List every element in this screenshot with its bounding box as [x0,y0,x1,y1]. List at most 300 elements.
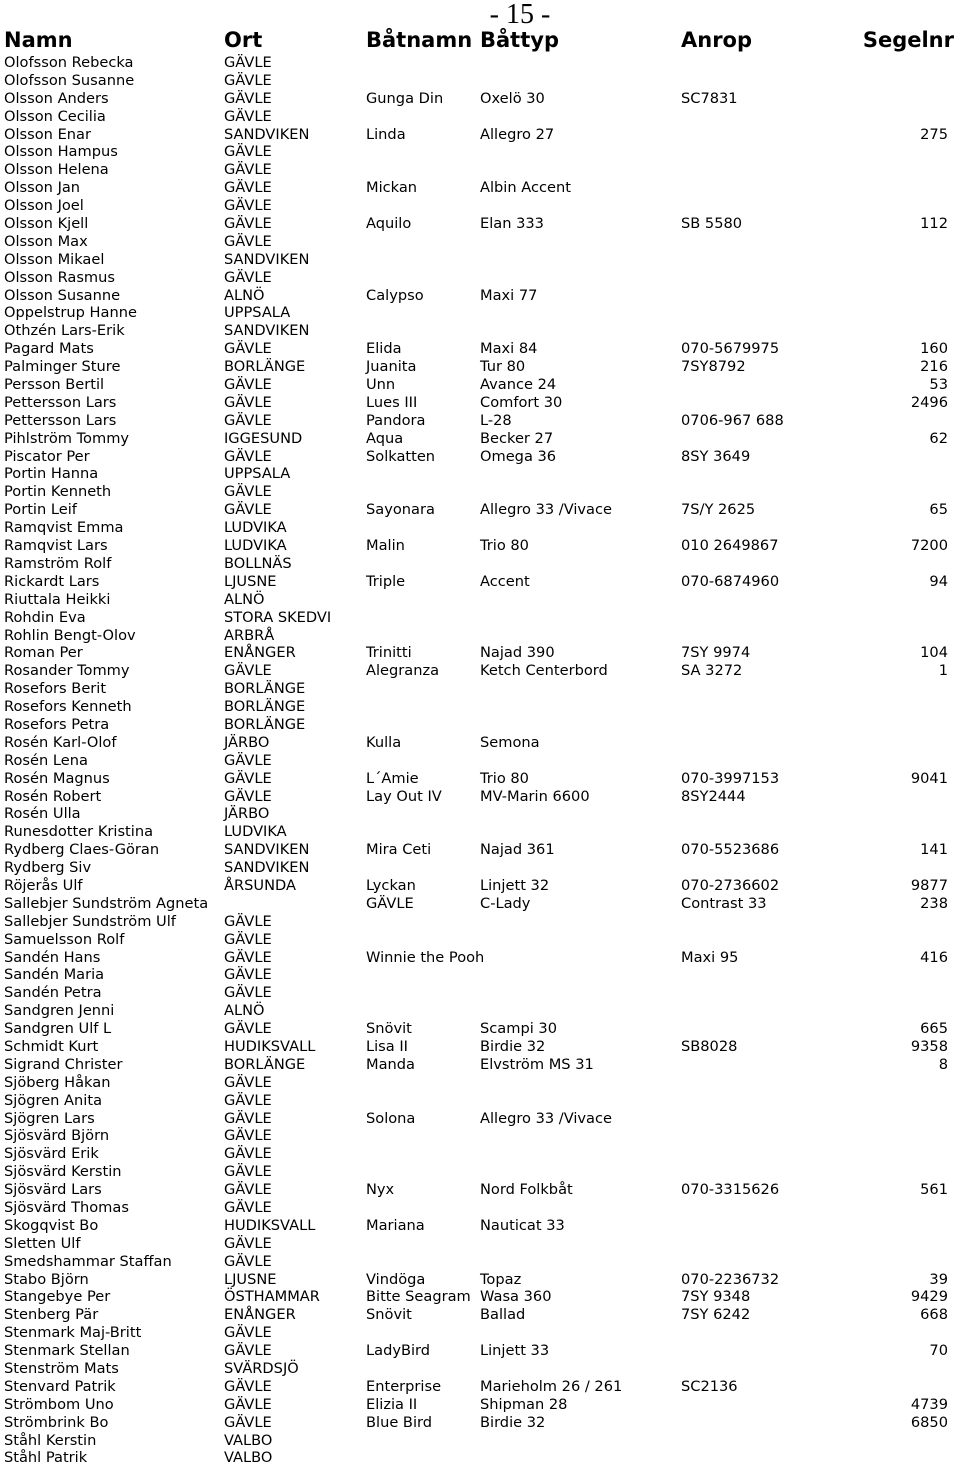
boat-type-cell: Tur 80 [480,358,526,376]
name-cell: Rydberg Siv [4,859,92,877]
table-row [0,662,960,680]
sail-number-cell: 160 [920,340,948,358]
name-cell: Sandgren Jenni [4,1002,115,1020]
town-cell: GÄVLE [224,197,272,215]
table-row [0,287,960,305]
town-cell: GÄVLE [224,1127,272,1145]
sail-number-cell: 104 [920,644,948,662]
boat-type-cell: MV-Marin 6600 [480,787,590,805]
table-row [0,984,960,1002]
table-row [0,215,960,233]
boat-name-cell: Winnie the Pooh [366,948,485,966]
boat-type-cell: Wasa 360 [480,1288,552,1306]
boat-name-cell: Bitte Seagram [366,1288,471,1306]
boat-type-cell: Comfort 30 [480,393,563,411]
name-cell: Sjösvärd Kerstin [4,1163,122,1181]
town-cell: UPPSALA [224,465,291,483]
name-cell: Olsson Rasmus [4,268,115,286]
call-sign-cell: 8SY2444 [681,787,746,805]
table-row [0,394,960,412]
header-ort: Ort [224,28,263,52]
boat-type-cell: Allegro 33 /Vivace [480,501,613,519]
table-row [0,823,960,841]
table-row [0,448,960,466]
town-cell: GÄVLE [224,1163,272,1181]
town-cell: GÄVLE [224,930,272,948]
name-cell: Rosén Ulla [4,805,81,823]
header-battyp: Båttyp [480,28,559,52]
town-cell: SANDVIKEN [224,841,310,859]
name-cell: Sjösvärd Erik [4,1145,99,1163]
town-cell: GÄVLE [224,1377,272,1395]
table-row [0,72,960,90]
call-sign-cell: 7SY 9974 [681,644,751,662]
town-cell: BORLÄNGE [224,1055,306,1073]
table-row [0,716,960,734]
member-list [0,54,960,1467]
boat-type-cell: Nord Folkbåt [480,1181,573,1199]
table-row [0,1163,960,1181]
table-row [0,1306,960,1324]
town-cell: SANDVIKEN [224,859,310,877]
call-sign-cell: 070-3315626 [681,1181,780,1199]
town-cell: GÄVLE [224,71,272,89]
table-row [0,698,960,716]
table-row [0,913,960,931]
town-cell: ENÅNGER [224,644,296,662]
table-row [0,770,960,788]
town-cell: GÄVLE [224,483,272,501]
boat-type-cell: Najad 361 [480,841,555,859]
table-header [0,27,960,53]
boat-type-cell: Avance 24 [480,376,557,394]
table-row [0,627,960,645]
name-cell: Olsson Mikael [4,250,105,268]
boat-type-cell: Omega 36 [480,447,557,465]
name-cell: Schmidt Kurt [4,1037,99,1055]
name-cell: Portin Hanna [4,465,99,483]
table-row [0,949,960,967]
boat-name-cell: Nyx [366,1181,395,1199]
boat-name-cell: Juanita [366,358,417,376]
boat-type-cell: Becker 27 [480,429,554,447]
name-cell: Skogqvist Bo [4,1216,99,1234]
town-cell: HUDIKSVALL [224,1037,316,1055]
name-cell: Rosefors Berit [4,680,107,698]
page-number: - 15 - [489,0,551,30]
header-anrop: Anrop [681,28,753,52]
table-row [0,1145,960,1163]
name-cell: Ramström Rolf [4,554,112,572]
town-cell: LJUSNE [224,1270,277,1288]
town-cell: GÄVLE [224,1413,272,1431]
table-row [0,340,960,358]
town-cell: GÄVLE [224,215,272,233]
name-cell: Sandén Hans [4,948,101,966]
boat-type-cell: Birdie 32 [480,1037,546,1055]
table-row [0,179,960,197]
table-row [0,1038,960,1056]
town-cell: GÄVLE [224,1324,272,1342]
name-cell: Röjerås Ulf [4,876,83,894]
name-cell: Rosén Karl-Olof [4,733,117,751]
sail-number-cell: 94 [929,572,948,590]
name-cell: Stangebye Per [4,1288,111,1306]
name-cell: Olsson Enar [4,125,91,143]
name-cell: Strömbom Uno [4,1395,114,1413]
boat-name-cell: Trinitti [366,644,412,662]
boat-type-cell: Marieholm 26 / 261 [480,1377,623,1395]
town-cell: JÄRBO [224,805,270,823]
table-row [0,161,960,179]
boat-name-cell: Aquilo [366,215,412,233]
table-row [0,1074,960,1092]
town-cell: HUDIKSVALL [224,1216,316,1234]
boat-name-cell: Snövit [366,1306,412,1324]
name-cell: Stenberg Pär [4,1306,99,1324]
boat-name-cell: Linda [366,125,406,143]
town-cell: SANDVIKEN [224,125,310,143]
town-cell: ALNÖ [224,590,265,608]
town-cell: GÄVLE [224,143,272,161]
table-row [0,501,960,519]
name-cell: Sallebjer Sundström Agneta [4,894,209,912]
table-row [0,1235,960,1253]
name-cell: Palminger Sture [4,358,121,376]
table-row [0,322,960,340]
boat-name-cell: Enterprise [366,1377,442,1395]
town-cell: GÄVLE [224,1073,272,1091]
boat-type-cell: Semona [480,733,540,751]
boat-name-cell: Sayonara [366,501,435,519]
sail-number-cell: 65 [929,501,948,519]
table-row [0,376,960,394]
boat-name-cell: LadyBird [366,1342,431,1360]
name-cell: Stenström Mats [4,1360,119,1378]
table-row [0,233,960,251]
call-sign-cell: 010 2649867 [681,537,779,555]
table-row [0,573,960,591]
table-row [0,1056,960,1074]
name-cell: Stabo Björn [4,1270,89,1288]
table-row [0,430,960,448]
call-sign-cell: 7SY8792 [681,358,746,376]
town-cell: GÄVLE [224,232,272,250]
town-cell: GÄVLE [224,268,272,286]
name-cell: Olsson Helena [4,161,109,179]
boat-name-cell: Snövit [366,1020,412,1038]
table-row [0,1199,960,1217]
sail-number-cell: 9429 [910,1288,948,1306]
table-row [0,269,960,287]
table-row [0,54,960,72]
table-row [0,895,960,913]
table-row [0,1271,960,1289]
name-cell: Othzén Lars-Erik [4,322,125,340]
boat-name-cell: Alegranza [366,662,440,680]
table-row [0,859,960,877]
name-cell: Stenmark Maj-Britt [4,1324,142,1342]
boat-type-cell: C-Lady [480,894,531,912]
town-cell: VALBO [224,1449,273,1467]
boat-type-cell: Linjett 32 [480,876,550,894]
town-cell: GÄVLE [224,984,272,1002]
town-cell: LUDVIKA [224,537,287,555]
sail-number-cell: 216 [920,358,948,376]
table-row [0,1253,960,1271]
table-row [0,1432,960,1450]
name-cell: Rosén Lena [4,751,88,769]
name-cell: Roman Per [4,644,83,662]
boat-name-cell: Mira Ceti [366,841,432,859]
boat-type-cell: Shipman 28 [480,1395,568,1413]
town-cell: GÄVLE [224,1199,272,1216]
table-row [0,143,960,161]
town-cell: LUDVIKA [224,519,287,537]
name-cell: Olsson Max [4,232,88,250]
town-cell: GÄVLE [224,1020,272,1038]
sail-number-cell: 141 [920,841,948,859]
name-cell: Olsson Joel [4,197,84,215]
name-cell: Sjösvärd Björn [4,1127,110,1145]
table-row [0,805,960,823]
boat-name-cell: Kulla [366,733,402,751]
name-cell: Portin Kenneth [4,483,112,501]
name-cell: Rickardt Lars [4,572,100,590]
town-cell: BORLÄNGE [224,680,306,698]
table-row [0,644,960,662]
name-cell: Rohlin Bengt-Olov [4,626,136,644]
call-sign-cell: SA 3272 [681,662,743,680]
boat-type-cell: Ketch Centerbord [480,662,608,680]
boat-type-cell: L-28 [480,411,512,429]
table-row [0,1360,960,1378]
town-cell: UPPSALA [224,304,291,322]
table-row [0,483,960,501]
boat-name-cell: Elizia II [366,1395,418,1413]
boat-name-cell: Lues III [366,393,418,411]
table-row [0,358,960,376]
town-cell: GÄVLE [224,1109,272,1127]
name-cell: Pettersson Lars [4,393,117,411]
boat-name-cell: Blue Bird [366,1413,433,1431]
sail-number-cell: 665 [920,1020,948,1038]
name-cell: Olsson Jan [4,179,81,197]
name-cell: Rosefors Petra [4,715,110,733]
boat-type-cell: Trio 80 [480,537,529,555]
sail-number-cell: 70 [929,1342,948,1360]
boat-name-cell: Mariana [366,1216,425,1234]
sail-number-cell: 8 [938,1055,948,1073]
name-cell: Strömbrink Bo [4,1413,109,1431]
town-cell: STORA SKEDVI [224,608,332,626]
sail-number-cell: 9358 [910,1037,948,1055]
town-cell: JÄRBO [224,733,270,751]
name-cell: Riuttala Heikki [4,590,111,608]
call-sign-cell: 070-5679975 [681,340,780,358]
town-cell: SVÄRDSJÖ [224,1360,299,1378]
table-row [0,1342,960,1360]
town-cell: GÄVLE [224,751,272,769]
boat-type-cell: Accent [480,572,530,590]
sail-number-cell: 39 [929,1270,948,1288]
town-cell: GÄVLE [224,179,272,197]
name-cell: Pagard Mats [4,340,94,358]
boat-name-cell: Calypso [366,286,424,304]
name-cell: Olsson Anders [4,89,109,107]
boat-name-cell: Solona [366,1109,416,1127]
call-sign-cell: 070-6874960 [681,572,780,590]
table-row [0,1217,960,1235]
sail-number-cell: 668 [920,1306,948,1324]
town-cell: GÄVLE [224,1252,272,1270]
boat-type-cell: Trio 80 [480,769,529,787]
boat-type-cell: Elan 333 [480,215,544,233]
town-cell: SANDVIKEN [224,250,310,268]
sail-number-cell: 112 [920,215,948,233]
boat-type-cell: Allegro 27 [480,125,555,143]
call-sign-cell: 070-2736602 [681,876,780,894]
name-cell: Stenmark Stellan [4,1342,130,1360]
table-row [0,966,960,984]
name-cell: Sjösvärd Thomas [4,1199,129,1216]
table-row [0,609,960,627]
town-cell: GÄVLE [224,1145,272,1163]
sail-number-cell: 1 [938,662,948,680]
town-cell: GÄVLE [224,161,272,179]
boat-name-cell: Solkatten [366,447,436,465]
name-cell: Olsson Hampus [4,143,118,161]
boat-name-cell: Mickan [366,179,418,197]
call-sign-cell: SB 5580 [681,215,743,233]
town-cell: GÄVLE [224,966,272,984]
town-cell: GÄVLE [224,662,272,680]
sail-number-cell: 275 [920,125,948,143]
table-row [0,841,960,859]
header-namn: Namn [4,28,73,52]
town-cell: GÄVLE [224,54,272,71]
table-row [0,1127,960,1145]
sail-number-cell: 9877 [910,876,948,894]
table-row [0,555,960,573]
table-row [0,1378,960,1396]
table-row [0,1181,960,1199]
sail-number-cell: 7200 [910,537,948,555]
boat-name-cell: Elida [366,340,402,358]
name-cell: Ståhl Patrik [4,1449,88,1467]
sail-number-cell: 4739 [910,1395,948,1413]
boat-type-cell: Scampi 30 [480,1020,557,1038]
boat-name-cell: Triple [366,572,406,590]
name-cell: Sjösvärd Lars [4,1181,102,1199]
call-sign-cell: SC7831 [681,89,738,107]
town-cell: ALNÖ [224,286,265,304]
table-row [0,1449,960,1467]
boat-type-cell: Linjett 33 [480,1342,550,1360]
boat-name-cell: Manda [366,1055,415,1073]
table-row [0,788,960,806]
name-cell: Ståhl Kerstin [4,1431,97,1449]
name-cell: Stenvard Patrik [4,1377,116,1395]
table-row [0,1288,960,1306]
town-cell: GÄVLE [224,1342,272,1360]
name-cell: Sandén Petra [4,984,102,1002]
town-cell: ÖSTHAMMAR [224,1288,320,1306]
boat-name-cell: Vindöga [366,1270,426,1288]
call-sign-cell: SB8028 [681,1037,738,1055]
town-cell: GÄVLE [224,89,272,107]
town-cell: ENÅNGER [224,1306,296,1324]
call-sign-cell: 7SY 9348 [681,1288,751,1306]
name-cell: Ramqvist Lars [4,537,108,555]
table-row [0,90,960,108]
town-cell: GÄVLE [224,1091,272,1109]
table-row [0,197,960,215]
town-cell: GÄVLE [224,411,272,429]
town-cell: GÄVLE [224,501,272,519]
name-cell: Olofsson Rebecka [4,54,134,71]
town-cell: GÄVLE [224,769,272,787]
table-row [0,1396,960,1414]
call-sign-cell: 0706-967 688 [681,411,784,429]
sail-number-cell: 6850 [910,1413,948,1431]
town-cell: LUDVIKA [224,823,287,841]
name-cell: Rohdin Eva [4,608,86,626]
boat-type-cell: Najad 390 [480,644,555,662]
name-cell: Sjögren Anita [4,1091,103,1109]
call-sign-cell: 070-2236732 [681,1270,780,1288]
town-cell: ALNÖ [224,1002,265,1020]
boat-type-cell: Nauticat 33 [480,1216,565,1234]
name-cell: Olsson Kjell [4,215,89,233]
name-cell: Piscator Per [4,447,90,465]
name-cell: Sjögren Lars [4,1109,95,1127]
table-row [0,1092,960,1110]
boat-name-cell: Unn [366,376,396,394]
boat-name-cell: Pandora [366,411,426,429]
table-row [0,519,960,537]
call-sign-cell: 7S/Y 2625 [681,501,756,519]
name-cell: Smedshammar Staffan [4,1252,172,1270]
town-cell: BOLLNÄS [224,554,292,572]
town-cell: BORLÄNGE [224,715,306,733]
name-cell: Ramqvist Emma [4,519,124,537]
table-row [0,734,960,752]
name-cell: Sjöberg Håkan [4,1073,111,1091]
boat-name-cell: Malin [366,537,405,555]
sail-number-cell: 62 [929,429,948,447]
table-row [0,537,960,555]
call-sign-cell: SC2136 [681,1377,738,1395]
name-cell: Olofsson Susanne [4,71,135,89]
table-row [0,752,960,770]
boat-name-cell: GÄVLE [366,894,414,912]
boat-name-cell: Lisa II [366,1037,408,1055]
boat-name-cell: Aqua [366,429,404,447]
name-cell: Rydberg Claes-Göran [4,841,160,859]
call-sign-cell: Maxi 95 [681,948,739,966]
town-cell: LJUSNE [224,572,277,590]
boat-name-cell: Lyckan [366,876,416,894]
town-cell: GÄVLE [224,393,272,411]
table-row [0,1020,960,1038]
table-row [0,1414,960,1432]
table-row [0,1002,960,1020]
name-cell: Rosander Tommy [4,662,130,680]
town-cell: GÄVLE [224,1395,272,1413]
boat-name-cell: Lay Out IV [366,787,442,805]
town-cell: VALBO [224,1431,273,1449]
